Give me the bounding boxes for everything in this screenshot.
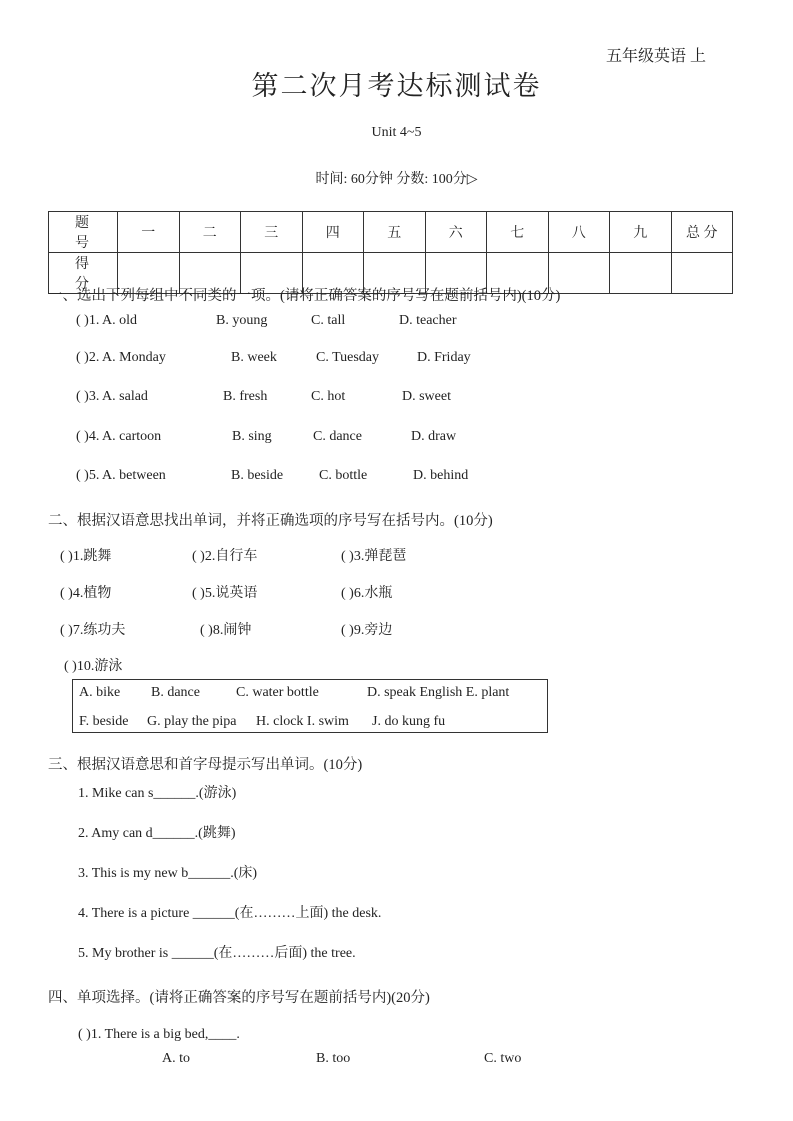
fill-in-question: 4. There is a picture ______(在………上面) the desk. <box>78 906 382 921</box>
option-b: B. beside <box>231 468 284 483</box>
table-cell: 九 <box>610 212 672 253</box>
word-option: B. dance <box>151 685 200 700</box>
option-b: B. young <box>216 313 268 328</box>
fill-in-question: 3. This is my new b______.(床) <box>78 866 258 881</box>
matching-item: ( )3.弹琵琶 <box>341 549 407 564</box>
table-cell: 二 <box>179 212 241 253</box>
unit-label: Unit 4~5 <box>371 125 422 140</box>
option-b: B. week <box>231 350 277 365</box>
page-title: 第二次月考达标测试卷 <box>251 71 542 101</box>
mc-option: A. to <box>162 1051 190 1066</box>
option-d: D. draw <box>411 429 457 444</box>
section-2-heading: 二、根据汉语意思找出单词，并将正确选项的序号写在括号内。(10分) <box>48 513 493 529</box>
table-cell: 四 <box>302 212 364 253</box>
option-c: C. dance <box>313 429 362 444</box>
word-option: F. beside <box>79 714 129 729</box>
option-c: C. hot <box>311 389 346 404</box>
option-c: C. tall <box>311 313 346 328</box>
mc-question: ( )1. There is a big bed,____. <box>78 1027 240 1042</box>
word-option: G. play the pipa <box>147 714 237 729</box>
matching-item: ( )1.跳舞 <box>60 549 112 564</box>
option-c: C. bottle <box>319 468 368 483</box>
table-cell: 总 分 <box>671 212 733 253</box>
word-option: H. clock I. swim <box>256 714 349 729</box>
question-number: ( )4. A. cartoon <box>76 429 162 444</box>
word-option: C. water bottle <box>236 685 319 700</box>
matching-item: ( )6.水瓶 <box>341 586 393 601</box>
question-number: ( )1. A. old <box>76 313 138 328</box>
option-c: C. Tuesday <box>316 350 380 365</box>
fill-in-question: 1. Mike can s______.(游泳) <box>78 786 237 801</box>
matching-item: ( )8.闹钟 <box>200 623 252 638</box>
matching-item: ( )7.练功夫 <box>60 623 126 638</box>
word-options-box <box>72 679 548 733</box>
word-option: A. bike <box>79 685 121 700</box>
table-cell: 得 分 <box>49 253 118 294</box>
option-b: B. sing <box>232 429 272 444</box>
score-table <box>48 211 733 294</box>
question-number: ( )2. A. Monday <box>76 350 166 365</box>
fill-in-question: 5. My brother is ______(在………后面) the tree. <box>78 946 356 961</box>
score-input-cell[interactable] <box>610 253 672 294</box>
table-cell: 六 <box>425 212 487 253</box>
question-number: ( )3. A. salad <box>76 389 148 404</box>
time-score-info: 时间: 60分钟 分数: 100分▷ <box>315 172 478 187</box>
question-number: ( )5. A. between <box>76 468 166 483</box>
option-d: D. behind <box>413 468 469 483</box>
score-input-cell[interactable] <box>671 253 733 294</box>
matching-item: ( )5.说英语 <box>192 586 258 601</box>
section-3-heading: 三、根据汉语意思和首字母提示写出单词。(10分) <box>48 757 363 773</box>
option-d: D. Friday <box>417 350 471 365</box>
fill-in-question: 2. Amy can d______.(跳舞) <box>78 826 236 841</box>
table-cell: 题 号 <box>49 212 118 253</box>
table-cell: 五 <box>364 212 426 253</box>
table-cell: 一 <box>118 212 180 253</box>
table-cell: 三 <box>241 212 303 253</box>
option-b: B. fresh <box>223 389 268 404</box>
matching-item: ( )2.自行车 <box>192 549 258 564</box>
word-option: D. speak English E. plant <box>367 685 510 700</box>
section-4-heading: 四、单项选择。(请将正确答案的序号写在题前括号内)(20分) <box>48 990 430 1006</box>
table-cell: 七 <box>487 212 549 253</box>
word-option: J. do kung fu <box>372 714 446 729</box>
section-1-heading: 一、选出下列每组中不同类的一项。(请将正确答案的序号写在题前括号内)(10分) <box>48 288 561 304</box>
table-cell: 八 <box>548 212 610 253</box>
mc-option: B. too <box>316 1051 351 1066</box>
matching-item: ( )4.植物 <box>60 586 112 601</box>
option-d: D. sweet <box>402 389 451 404</box>
mc-option: C. two <box>484 1051 522 1066</box>
score-table-header-row <box>49 212 733 253</box>
option-d: D. teacher <box>399 313 457 328</box>
matching-item: ( )10.游泳 <box>64 659 123 674</box>
grade-label: 五年级英语 上 <box>606 48 707 65</box>
matching-item: ( )9.旁边 <box>341 623 393 638</box>
